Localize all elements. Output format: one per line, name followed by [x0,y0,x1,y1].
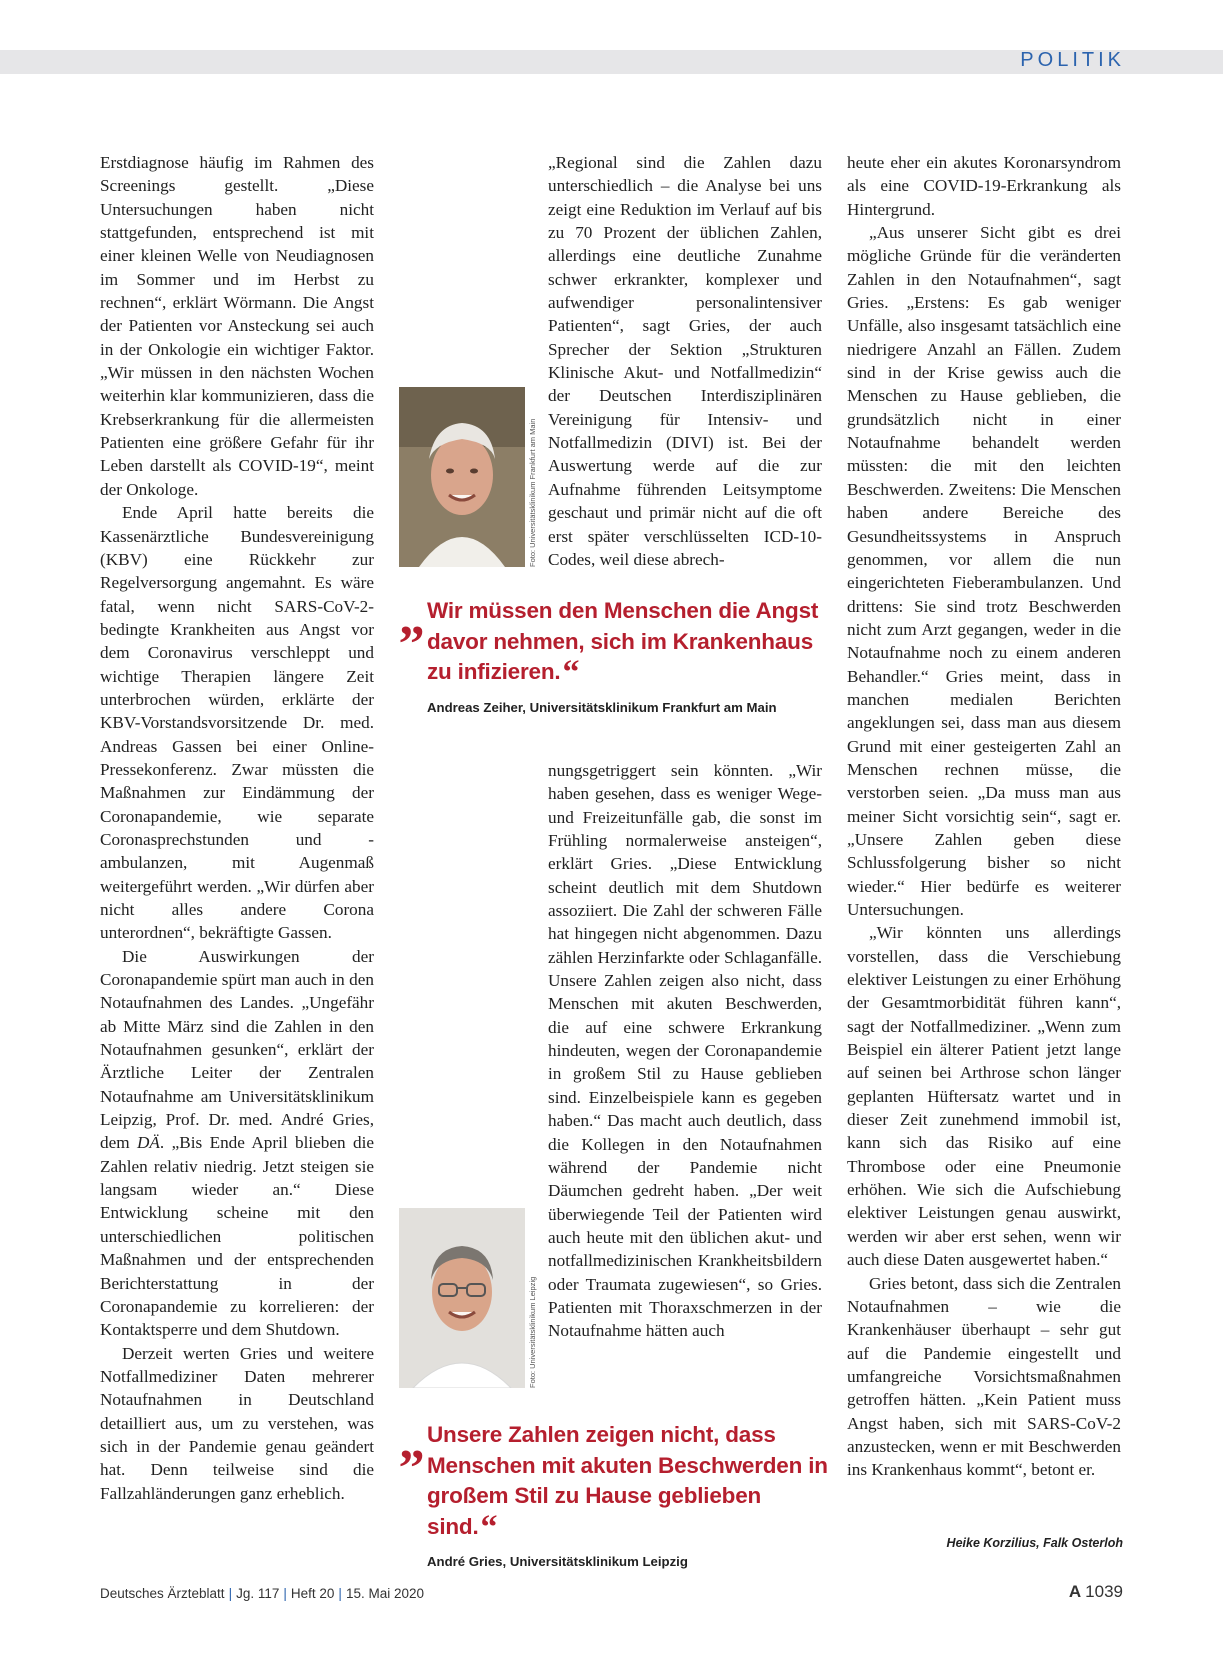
col3-paragraph-4: Gries betont, dass sich die Zentralen Notaufnahmen – wie die Krankenhäuser überhaupt – sehr gut auf die Pandemie eingestellt und umfangreiche Vorsichtsmaßnahmen getroffen hätten. „Kein Patient muss Angst haben, sich mit SARS-CoV-2 anzustecken, wenn er mit Beschwerden ins Krankenhaus kommt“, betont er. [847,1273,1121,1480]
col1-p3-text-b: . „Bis Ende April blieben die Zahlen relativ niedrig. Jetzt steigen sie langsam wieder an.“ Diese Entwicklung scheine mit den unterschiedlichen politischen Maßnahmen und der entsprechenden Berichterstattung in der Coronapandemie zu korrelieren: der Kontaktsperre und dem Shutdown. [100,1133,375,1340]
col3-paragraph-3: „Wir könnten uns allerdings vorstellen, dass die Verschiebung elektiver Leistungen zu einer Erhöhung der Gesamtmorbidität führen kann“, sagt der Notfallmediziner. „Wenn zum Beispiel ein älterer Patient jetzt lange auf seinen bei Arthrose schon länger geplanten Hüftersatz wartet und in dieser Zeit zunehmend immobil ist, kann sich das Risiko auf eine Thrombose oder eine Pneumonie erhöhen. Wie sich die Aufschiebung elektiver Leistungen genau auswirkt, werden wir aber erst sehen, wenn wir auch diese Daten ausgewertet haben.“ [847,923,1121,1270]
pull-quote-2 [399,1413,829,1569]
column-2-top [548,151,822,571]
footer-date: 15. Mai 2020 [345,1586,424,1601]
footer-issue: Heft 20 [290,1586,335,1601]
quote-close-icon: “ [562,654,580,691]
col1-paragraph-3 [100,945,374,1342]
footer-separator: | [283,1586,287,1601]
pull-quote-1-text [427,596,829,691]
pull-quote-1 [399,589,829,715]
quote-open-icon: „ [399,589,425,646]
page-number-value: 1039 [1085,1582,1123,1601]
footer-separator: | [338,1586,342,1601]
photo-credit-1: Foto: Universitätsklinikum Frankfurt am Main [528,418,537,567]
page-prefix: A [1068,1582,1082,1601]
author-signature: Heike Korzilius, Falk Osterloh [946,1536,1123,1550]
footer-separator: | [228,1586,233,1601]
col1-paragraph-4: Derzeit werten Gries und weitere Notfallmediziner Daten mehrerer Notaufnahmen in Deutschland detailliert aus, um zu verstehen, was sich in der Pandemie genau geändert hat. Denn teilweise sind die Fallzahländerungen ganz erheblich. [100,1343,374,1503]
column-3 [847,151,1121,1482]
section-label: POLITIK [1020,49,1125,71]
pull-quote-2-text [427,1420,829,1546]
col1-paragraph-2: Ende April hatte bereits die Kassenärztliche Bundesvereinigung (KBV) eine Rückkehr zur Regelversorgung angemahnt. Es wäre fatal, wenn nicht SARS-CoV-2-bedingte Krankheiten aus Angst vor dem Coronavirus verschleppt und wichtige Therapien längere Zeit unterbrochen würden, erklärte der KBV-Vorstandsvorsitzende Dr. med. Andreas Gassen bei einer Online-Pressekonferenz. Zwar müssten die Maßnahmen zur Eindämmung der Coronapandemie, wie separate Coronasprechstunden und -ambulanzen, mit Augenmaß weitergeführt werden. „Wir dürfen aber nicht alles andere Corona unterordnen“, bekräftigte Gassen. [100,503,374,943]
page-footer [100,1586,424,1601]
portrait-photo-zeiher [399,387,525,567]
col3-paragraph-2: „Aus unserer Sicht gibt es drei mögliche Gründe für die veränderten Zahlen in den Notaufnahmen“, sagt Gries. „Erstens: Es gab weniger Unfälle, also insgesamt tatsächlich eine niedrigere Anzahl an Fällen. Zudem sind in der Krise gewiss auch die Menschen zu Hause geblieben, die grundsätzlich nicht in einer Notaufnahme behandelt werden müssten: die mit den leichten Beschwerden. Zweitens: Die Menschen haben andere Bereiche des Gesundheitssystems in Anspruch genommen, vor allem die nun eingerichteten Fieberambulanzen. Und drittens: Sie sind trotz Beschwerden nicht zum Arzt gegangen, weder in die Notaufnahme noch zu einem anderen Behandler.“ Gries meint, dass in manchen medialen Berichten angeklungen sei, dass man aus diesem Grund mit einer gesteigerten Zahl an Menschen rechnen müsse, die verstorben seien. „Da muss man aus meiner Sicht vorsichtig sein“, sagt er. „Unsere Zahlen geben diese Schlussfolgerung bisher so nicht wieder.“ Hier bedürfe es weiterer Untersuchungen. [847,223,1121,919]
col1-paragraph-1: Erstdiagnose häufig im Rahmen des Screenings gestellt. „Diese Untersuchungen haben nicht stattgefunden, entsprechend ist mit einer kleinen Welle von Neudiagnosen im Sommer und im Herbst zu rechnen“, erklärt Wörmann. Die Angst der Patienten vor Ansteckung sei auch in der Onkologie ein wichtiger Faktor. „Wir müssen in den nächsten Wochen weiterhin klar kommunizieren, dass die Krebserkrankung für die allermeisten Patienten eine größere Gefahr für ihr Leben darstellt als COVID-19“, meint der Onkologe. [100,153,374,499]
pull-quote-1-author: Andreas Zeiher, Universitätsklinikum Frankfurt am Main [427,699,777,715]
pull-quote-2-author: André Gries, Universitätsklinikum Leipzig [427,1554,688,1569]
quote-close-icon: “ [480,1508,498,1546]
portrait-photo-gries [399,1208,525,1388]
col1-p3-text-a: Die Auswirkungen der Coronapandemie spürt man auch in den Notaufnahmen des Landes. „Ungefähr ab Mitte März sind die Zahlen in den Notaufnahmen gesunken“, erklärt der Ärztliche Leiter der Zentralen Notaufnahme am Universitätsklinikum Leipzig, Prof. Dr. med. André Gries, dem [100,946,374,1153]
footer-volume: Jg. 117 [236,1586,280,1601]
quote-open-icon: „ [399,1413,425,1470]
footer-journal: Deutsches Ärzteblatt [100,1586,225,1601]
column-2-bottom [548,759,822,1343]
pull-quote-1-body: Wir müssen den Menschen die Angst davor nehmen, sich im Krankenhaus zu infizieren. [427,598,819,684]
portrait-illustration [399,387,525,567]
page-number [1069,1582,1123,1602]
portrait-illustration [399,1208,525,1388]
col3-paragraph-1: heute eher ein akutes Koronarsyndrom als eine COVID-19-Erkrankung als Hintergrund. [847,153,1121,219]
photo-credit-2: Foto: Universitätsklinikum Leipzig [528,1276,537,1388]
column-1 [100,151,374,1505]
pull-quote-2-body: Unsere Zahlen zeigen nicht, dass Menschen mit akuten Beschwerden in großem Stil zu Hause geblieben sind. [427,1422,828,1539]
col2-paragraph-bottom: nungsgetriggert sein könnten. „Wir haben gesehen, dass es weniger Wege- und Freizeitunfälle gab, die sonst im Frühling normalerweise ansteigen“, erklärt Gries. „Diese Entwicklung scheint deutlich mit dem Shutdown assoziiert. Die Zahl der schweren Fälle hat hingegen nicht abgenommen. Dazu zählen Herzinfarkte oder Schlaganfälle. Unsere Zahlen zeigen also nicht, dass Menschen mit akuten Beschwerden, die auf eine schwere Erkrankung hindeuten, wegen der Coronapandemie in großem Stil zu Hause geblieben sind. Einzelbeispiele kann es gegeben haben.“ Das macht auch deutlich, dass die Kollegen in den Notaufnahmen während der Pandemie nicht Däumchen gedreht haben. „Der weit überwiegende Teil der Patienten wird auch heute mit den üblichen akut- und notfallmedizinischen Krankheitsbildern oder Traumata zugewiesen“, so Gries. Patienten mit Thoraxschmerzen in der Notaufnahme hätten auch [548,761,822,1341]
col2-paragraph-top: „Regional sind die Zahlen dazu unterschiedlich – die Analyse bei uns zeigt eine Reduktion im Verlauf auf bis zu 70 Prozent der üblichen Zahlen, allerdings eine deutliche Zunahme schwer erkrankter, komplexer und aufwendiger personalintensiver Patienten“, sagt Gries, der auch Sprecher der Sektion „Strukturen Klinische Akut- und Notfallmedizin“ der Deutschen Interdisziplinären Vereinigung für Intensiv- und Notfallmedizin (DIVI) ist. Bei der Auswertung werde auf die zur Aufnahme führenden Leitsymptome geschaut und primär nicht auf die oft erst später verschlüsselten ICD-10-Codes, weil diese abrech- [548,153,822,569]
journal-abbrev: DÄ [137,1133,160,1153]
